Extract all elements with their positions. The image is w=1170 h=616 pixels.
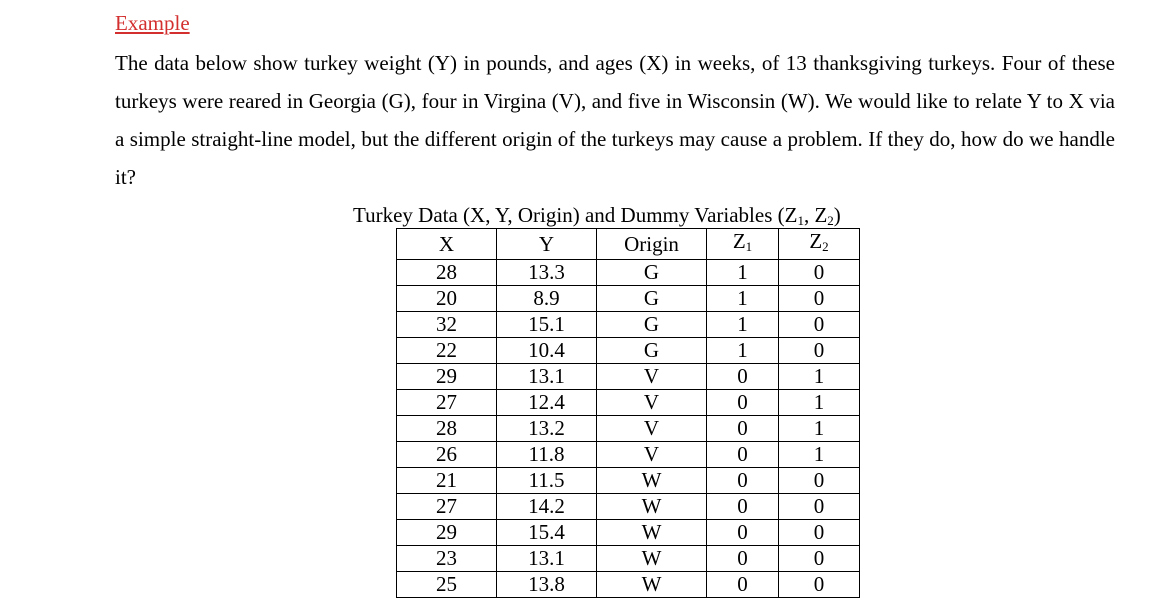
cell-origin: G xyxy=(597,260,707,286)
caption-prefix: Turkey Data (X, Y, Origin) and Dummy Variables (Z xyxy=(353,203,798,227)
header-z2 xyxy=(779,229,860,260)
cell-x: 28 xyxy=(397,416,497,442)
header-z1 xyxy=(707,229,779,260)
table-row xyxy=(397,520,860,546)
cell-z1: 1 xyxy=(707,286,779,312)
cell-z2: 1 xyxy=(779,442,860,468)
table-row xyxy=(397,468,860,494)
cell-z1: 0 xyxy=(707,416,779,442)
caption-sub-2: 2 xyxy=(827,213,834,228)
header-z1-text: Z xyxy=(732,229,746,253)
example-heading: Example xyxy=(115,11,190,35)
cell-z2: 0 xyxy=(779,494,860,520)
table-row xyxy=(397,416,860,442)
cell-z1: 0 xyxy=(707,390,779,416)
cell-origin: W xyxy=(597,468,707,494)
table-header-row xyxy=(397,229,860,260)
cell-origin: W xyxy=(597,546,707,572)
cell-x: 25 xyxy=(397,572,497,598)
cell-origin: V xyxy=(597,442,707,468)
cell-z2: 0 xyxy=(779,546,860,572)
problem-paragraph: The data below show turkey weight (Y) in pounds, and ages (X) in weeks, of 13 thanksgiving turkeys. Four of these turkeys were reared in Georgia (G), four in Virgina (V), and five in Wisconsin (W). We would like to relate Y to X via a simple straight-line model, but the different origin of the turkeys may cause a problem. If they do, how do we handle it? xyxy=(115,51,1115,189)
table-row xyxy=(397,364,860,390)
header-origin-text: Origin xyxy=(624,231,679,256)
cell-y: 13.3 xyxy=(497,260,597,286)
header-z2-text: Z xyxy=(809,229,823,253)
header-x-text: X xyxy=(438,231,455,256)
cell-x: 27 xyxy=(397,390,497,416)
cell-y: 13.2 xyxy=(497,416,597,442)
cell-x: 29 xyxy=(397,364,497,390)
cell-y: 15.1 xyxy=(497,312,597,338)
table-row xyxy=(397,494,860,520)
cell-z2: 0 xyxy=(779,260,860,286)
cell-x: 20 xyxy=(397,286,497,312)
cell-z1: 1 xyxy=(707,312,779,338)
cell-x: 32 xyxy=(397,312,497,338)
cell-y: 14.2 xyxy=(497,494,597,520)
cell-origin: G xyxy=(597,338,707,364)
cell-origin: V xyxy=(597,364,707,390)
cell-z1: 0 xyxy=(707,572,779,598)
cell-x: 28 xyxy=(397,260,497,286)
cell-origin: G xyxy=(597,312,707,338)
table-row xyxy=(397,260,860,286)
cell-z1: 0 xyxy=(707,468,779,494)
cell-z2: 0 xyxy=(779,338,860,364)
cell-z2: 0 xyxy=(779,520,860,546)
cell-x: 27 xyxy=(397,494,497,520)
cell-z2: 1 xyxy=(779,390,860,416)
cell-y: 13.8 xyxy=(497,572,597,598)
header-origin xyxy=(597,229,707,260)
cell-y: 13.1 xyxy=(497,364,597,390)
table-row xyxy=(397,546,860,572)
cell-y: 11.8 xyxy=(497,442,597,468)
cell-origin: G xyxy=(597,286,707,312)
cell-z1: 0 xyxy=(707,494,779,520)
turkey-data-table xyxy=(396,228,860,598)
table-body xyxy=(397,260,860,598)
table-row xyxy=(397,338,860,364)
cell-origin: W xyxy=(597,572,707,598)
cell-z2: 0 xyxy=(779,312,860,338)
caption-sub-1: 1 xyxy=(797,213,804,228)
cell-origin: V xyxy=(597,416,707,442)
cell-x: 21 xyxy=(397,468,497,494)
table-row xyxy=(397,390,860,416)
table-row xyxy=(397,442,860,468)
cell-origin: V xyxy=(597,390,707,416)
cell-z2: 0 xyxy=(779,286,860,312)
cell-x: 23 xyxy=(397,546,497,572)
caption-suffix: ) xyxy=(833,203,841,227)
cell-z1: 0 xyxy=(707,520,779,546)
cell-z2: 0 xyxy=(779,572,860,598)
cell-y: 12.4 xyxy=(497,390,597,416)
cell-z1: 1 xyxy=(707,338,779,364)
cell-z1: 0 xyxy=(707,442,779,468)
cell-x: 22 xyxy=(397,338,497,364)
cell-origin: W xyxy=(597,494,707,520)
table-row xyxy=(397,286,860,312)
cell-y: 13.1 xyxy=(497,546,597,572)
cell-z1: 0 xyxy=(707,546,779,572)
cell-z1: 1 xyxy=(707,260,779,286)
cell-x: 29 xyxy=(397,520,497,546)
cell-y: 10.4 xyxy=(497,338,597,364)
cell-z1: 0 xyxy=(707,364,779,390)
table-row xyxy=(397,312,860,338)
cell-origin: W xyxy=(597,520,707,546)
cell-z2: 1 xyxy=(779,364,860,390)
table-row xyxy=(397,572,860,598)
cell-y: 15.4 xyxy=(497,520,597,546)
cell-z2: 0 xyxy=(779,468,860,494)
cell-y: 8.9 xyxy=(497,286,597,312)
header-y-text: Y xyxy=(538,231,555,256)
header-x xyxy=(397,229,497,260)
header-y xyxy=(497,229,597,260)
cell-z2: 1 xyxy=(779,416,860,442)
cell-x: 26 xyxy=(397,442,497,468)
header-z1-sub: 1 xyxy=(745,239,753,254)
header-z2-sub: 2 xyxy=(822,239,829,254)
caption-middle: , Z xyxy=(803,203,828,227)
cell-y: 11.5 xyxy=(497,468,597,494)
